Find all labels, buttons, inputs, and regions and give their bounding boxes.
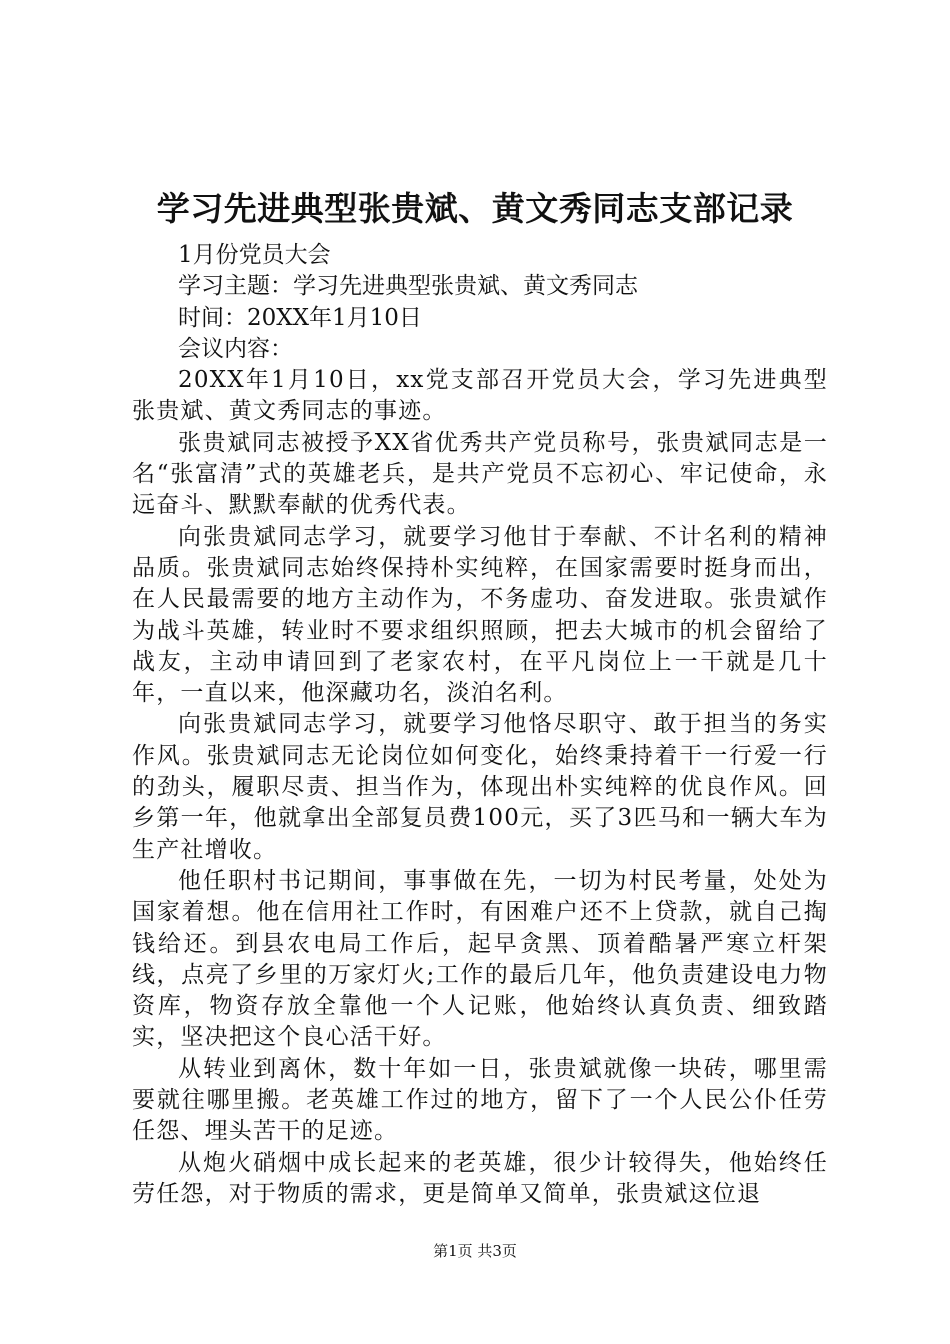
paragraph: 向张贵斌同志学习，就要学习他恪尽职守、敢于担当的务实作风。张贵斌同志无论岗位如何变化，始终秉持着干一行爱一行的劲头，履职尽责、担当作为，体现出朴实纯粹的优良作风。回乡第一年，他就拿出全部复员费100元，买了3匹马和一辆大车为生产社增收。 [132, 711, 828, 863]
paragraph: 他任职村书记期间，事事做在先，一切为村民考量，处处为国家着想。他在信用社工作时，有困难户还不上贷款，就自己掏钱给还。到县农电局工作后，起早贪黑、顶着酷暑严寒立杆架线，点亮了乡里的万家灯火;工作的最后几年，他负责建设电力物资库，物资存放全靠他一个人记账，他始终认真负责、细致踏实，坚决把这个良心活干好。 [132, 867, 828, 1051]
page-number-footer: 第1页 共3页 [433, 1242, 517, 1260]
paragraph: 向张贵斌同志学习，就要学习他甘于奉献、不计名利的精神品质。张贵斌同志始终保持朴实纯粹，在国家需要时挺身而出，在人民最需要的地方主动作为，不务虚功、奋发进取。张贵斌作为战斗英雄，转业时不要求组织照顾，把去大城市的机会留给了战友，主动申请回到了老家农村，在平凡岗位上一干就是几十年，一直以来，他深藏功名，淡泊名利。 [132, 523, 828, 707]
meeting-theme: 学习主题：学习先进典型张贵斌、黄文秀同志 [178, 273, 638, 300]
document-body [132, 240, 828, 1210]
document-title: 学习先进典型张贵斌、黄文秀同志支部记录 [156, 189, 794, 228]
paragraph: 从炮火硝烟中成长起来的老英雄，很少计较得失，他始终任劳任怨，对于物质的需求，更是简单又简单，张贵斌这位退 [132, 1149, 828, 1207]
paragraph: 张贵斌同志被授予XX省优秀共产党员称号，张贵斌同志是一名“张富清”式的英雄老兵，是共产党员不忘初心、牢记使命，永远奋斗、默默奉献的优秀代表。 [132, 429, 828, 519]
paragraph: 20XX年1月10日，xx党支部召开党员大会，学习先进典型张贵斌、黄文秀同志的事迹。 [132, 367, 828, 425]
meeting-time: 时间：20XX年1月10日 [178, 304, 422, 331]
meeting-name: 1月份党员大会 [178, 242, 331, 268]
meeting-content-label: 会议内容： [178, 335, 293, 362]
paragraph: 从转业到离休，数十年如一日，张贵斌就像一块砖，哪里需要就往哪里搬。老英雄工作过的地方，留下了一个人民公仆任劳任怨、埋头苦干的足迹。 [132, 1055, 828, 1145]
